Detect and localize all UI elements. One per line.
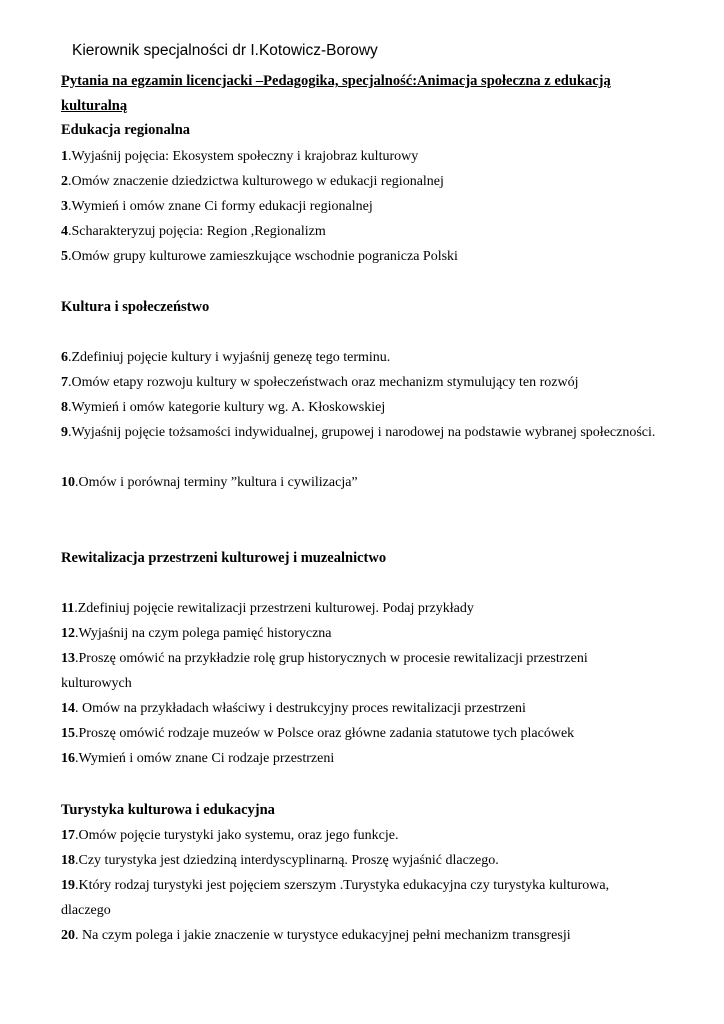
question-item: 6.Zdefiniuj pojęcie kultury i wyjaśnij genezę tego terminu. — [61, 350, 391, 365]
question-item: 17.Omów pojęcie turystyki jako systemu, oraz jego funkcje. — [61, 828, 399, 843]
question-item: 19.Który rodzaj turystyki jest pojęciem szerszym .Turystyka edukacyjna czy turystyka kulturowa, dlaczego — [61, 878, 610, 918]
question-item: 16.Wymień i omów znane Ci rodzaje przestrzeni — [61, 751, 335, 766]
question-item: 18.Czy turystyka jest dziedziną interdyscyplinarną. Proszę wyjaśnić dlaczego. — [61, 853, 499, 868]
question-item: 3.Wymień i omów znane Ci formy edukacji regionalnej — [61, 199, 373, 214]
question-item: 14. Omów na przykładach właściwy i destrukcyjny proces rewitalizacji przestrzeni — [61, 701, 526, 716]
question-item: 9.Wyjaśnij pojęcie tożsamości indywidualnej, grupowej i narodowej na podstawie wybranej społeczności. — [61, 425, 656, 440]
document-title: Pytania na egzamin licencjacki –Pedagogika, specjalność:Animacja społeczna z edukacją kulturalną — [61, 73, 611, 114]
author-header: Kierownik specjalności dr I.Kotowicz-Borowy — [72, 42, 378, 59]
question-item: 2.Omów znaczenie dziedzictwa kulturowego w edukacji regionalnej — [61, 174, 444, 189]
section-heading: Edukacja regionalna — [61, 122, 191, 138]
question-item: 1.Wyjaśnij pojęcia: Ekosystem społeczny i krajobraz kulturowy — [61, 149, 419, 164]
section-heading: Kultura i społeczeństwo — [61, 299, 210, 315]
question-item: 5.Omów grupy kulturowe zamieszkujące wschodnie pogranicza Polski — [61, 249, 458, 264]
question-item: 20. Na czym polega i jakie znaczenie w turystyce edukacyjnej pełni mechanizm transgresji — [61, 928, 571, 943]
question-item: 4.Scharakteryzuj pojęcia: Region ,Regionalizm — [61, 224, 326, 239]
question-item: 8.Wymień i omów kategorie kultury wg. A. Kłoskowskiej — [61, 400, 386, 415]
question-item: 13.Proszę omówić na przykładzie rolę grup historycznych w procesie rewitalizacji przestrzeni kulturowych — [61, 651, 588, 691]
section-heading: Rewitalizacja przestrzeni kulturowej i muzealnictwo — [61, 550, 387, 566]
question-item: 7.Omów etapy rozwoju kultury w społeczeństwach oraz mechanizm stymulujący ten rozwój — [61, 375, 579, 390]
question-item: 10.Omów i porównaj terminy ”kultura i cywilizacja” — [61, 475, 358, 490]
question-item: 12.Wyjaśnij na czym polega pamięć historyczna — [61, 626, 332, 641]
section-heading: Turystyka kulturowa i edukacyjna — [61, 802, 275, 818]
question-item: 15.Proszę omówić rodzaje muzeów w Polsce oraz główne zadania statutowe tych placówek — [61, 726, 575, 741]
question-item: 11.Zdefiniuj pojęcie rewitalizacji przestrzeni kulturowej. Podaj przykłady — [61, 601, 474, 616]
